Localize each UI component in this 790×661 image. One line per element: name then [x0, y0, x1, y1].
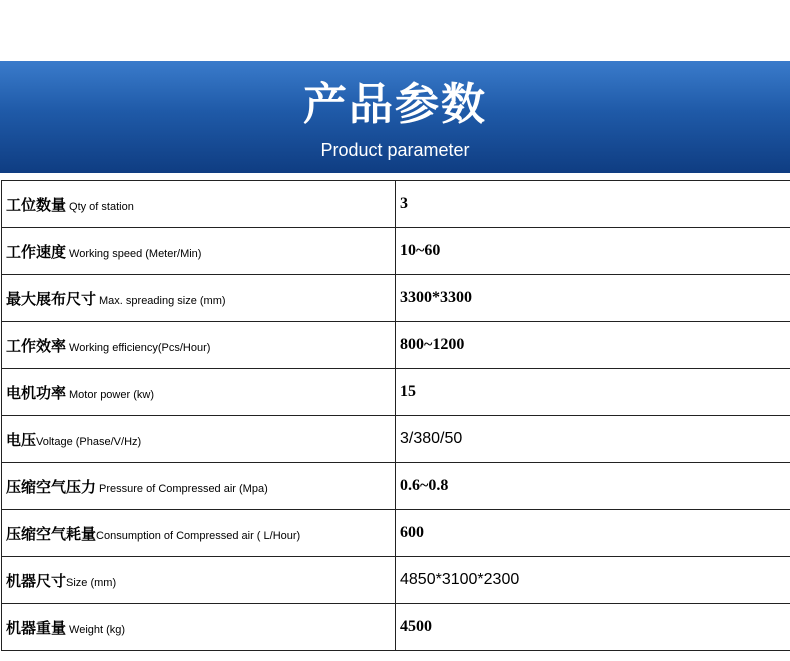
table-row [2, 557, 790, 604]
param-name-en: Max. spreading size (mm) [99, 294, 226, 307]
table-row [2, 369, 790, 416]
param-label-cell [2, 557, 396, 604]
param-name-zh: 电机功率 [6, 383, 67, 402]
param-value: 0.6~0.8 [400, 477, 449, 494]
param-name-en: Size (mm) [66, 576, 117, 589]
param-value-cell [396, 416, 790, 463]
param-name-zh: 机器重量 [6, 618, 67, 637]
param-value: 15 [400, 383, 416, 400]
param-label-cell [2, 275, 396, 322]
param-value-cell [396, 604, 790, 651]
param-value-cell [396, 369, 790, 416]
param-name-zh: 压缩空气耗量 [6, 524, 97, 543]
param-value-cell [396, 510, 790, 557]
param-name-zh: 工位数量 [6, 195, 67, 214]
param-label-cell [2, 604, 396, 651]
param-name-en: Working efficiency(Pcs/Hour) [69, 341, 211, 354]
table-row [2, 416, 790, 463]
param-value: 4850*3100*2300 [400, 571, 520, 588]
param-value-cell [396, 181, 790, 228]
param-value: 800~1200 [400, 336, 465, 353]
param-value-cell [396, 275, 790, 322]
param-name-en: Voltage (Phase/V/Hz) [36, 435, 142, 448]
param-name-zh: 工作速度 [6, 242, 67, 261]
param-value: 4500 [400, 618, 432, 635]
param-name-zh: 最大展布尺寸 [6, 289, 97, 308]
param-value: 10~60 [400, 242, 441, 259]
param-value: 3300*3300 [400, 289, 472, 306]
param-label-cell [2, 181, 396, 228]
param-name-en: Motor power (kw) [69, 388, 154, 401]
param-value: 600 [400, 524, 424, 541]
table-row [2, 322, 790, 369]
header-banner [0, 61, 790, 173]
param-name-en: Working speed (Meter/Min) [69, 247, 202, 260]
param-name-en: Weight (kg) [69, 623, 126, 636]
param-label-cell [2, 322, 396, 369]
param-name-zh: 压缩空气压力 [6, 477, 97, 496]
table-row [2, 463, 790, 510]
table-row [2, 228, 790, 275]
param-name-en: Consumption of Compressed air ( L/Hour) [96, 529, 301, 542]
param-name-en: Pressure of Compressed air (Mpa) [99, 482, 268, 495]
param-name-zh: 机器尺寸 [6, 571, 67, 590]
param-label-cell [2, 510, 396, 557]
param-value: 3 [400, 195, 408, 212]
table-row [2, 181, 790, 228]
table-row [2, 510, 790, 557]
parameter-table [1, 180, 790, 651]
param-label-cell [2, 416, 396, 463]
param-name-zh: 工作效率 [6, 336, 67, 355]
param-label-cell [2, 228, 396, 275]
param-value: 3/380/50 [400, 430, 463, 447]
page-title: 产品参数 [303, 79, 487, 130]
param-value-cell [396, 463, 790, 510]
table-row [2, 604, 790, 651]
table-row [2, 275, 790, 322]
param-value-cell [396, 557, 790, 604]
param-name-zh: 电压 [6, 430, 37, 449]
param-name-en: Qty of station [69, 200, 134, 213]
page-subtitle: Product parameter [320, 140, 470, 160]
param-label-cell [2, 369, 396, 416]
param-value-cell [396, 228, 790, 275]
param-value-cell [396, 322, 790, 369]
param-label-cell [2, 463, 396, 510]
